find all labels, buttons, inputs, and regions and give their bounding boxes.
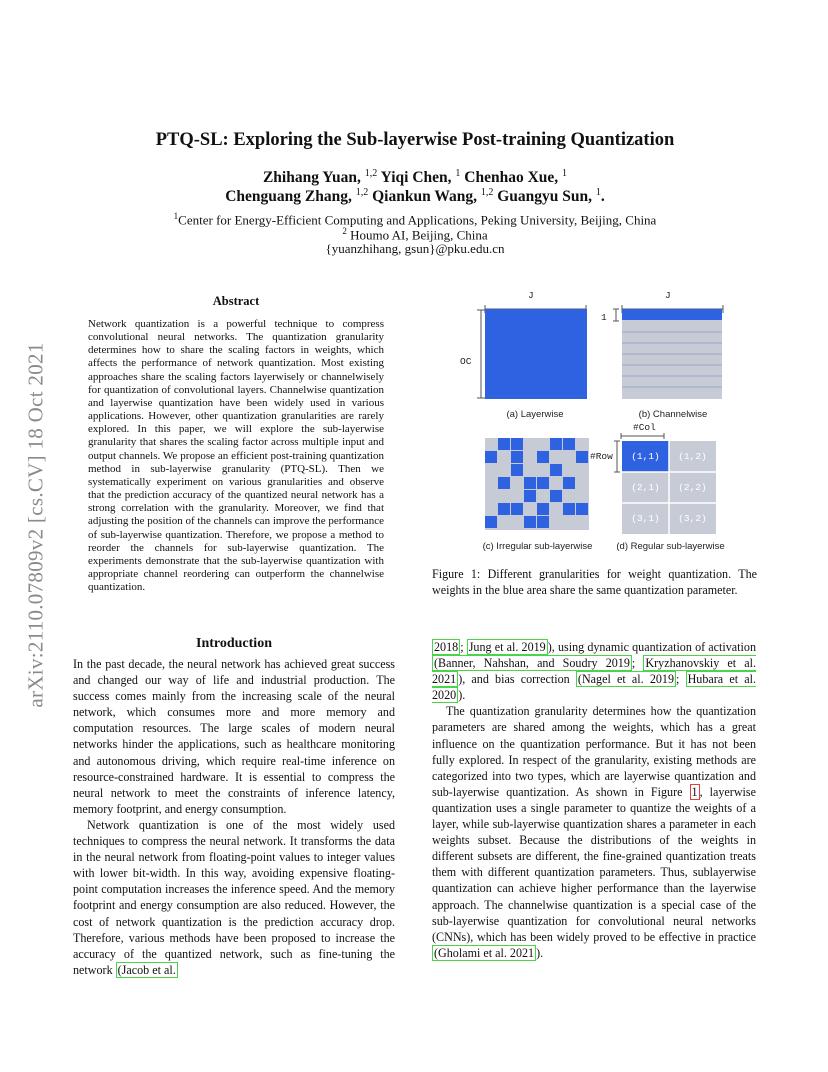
text-run: The quantization granularity determines how the quantization parameters are shared among the weights, which has a great influence on the quantization performance. But it has not been fully explored. In respect of the granularity, existing methods are categorized into two types, which are layerwise quantization and sub-layerwise quantization. As shown in Figure bbox=[432, 704, 756, 799]
right-paragraph-2 bbox=[432, 703, 756, 961]
author-line-2 bbox=[90, 187, 740, 206]
figure-1-caption: Figure 1: Different granularities for weight quantization. The weights in the blue area share the same quantization parameter. bbox=[432, 567, 757, 597]
j-label-b: J bbox=[665, 290, 671, 301]
group-cell: (1,2) bbox=[678, 451, 707, 462]
author-name: Zhihang Yuan, bbox=[262, 169, 361, 187]
irregular-blue-cell bbox=[537, 477, 549, 489]
author-affil-sup: 1,2 bbox=[364, 168, 378, 179]
group-cell: (3,1) bbox=[631, 513, 660, 524]
author-affil-sup: 1 bbox=[595, 187, 601, 198]
caption-a: (a) Layerwise bbox=[506, 409, 564, 420]
layerwise-weight-block bbox=[485, 309, 587, 399]
irregular-blue-cell bbox=[498, 503, 510, 515]
author-name: Yiqi Chen, bbox=[380, 169, 452, 187]
irregular-blue-cell bbox=[550, 490, 562, 502]
author-affil-sup: 1 bbox=[562, 168, 568, 179]
irregular-blue-cell bbox=[524, 490, 536, 502]
irregular-blue-cell bbox=[498, 438, 510, 450]
caption-c: (c) Irregular sub-layerwise bbox=[482, 541, 593, 552]
intro-paragraph-2-text: Network quantization is one of the most widely used techniques to compress the neural network. It transforms the data in the neural network from floating-point values to integer values with lower bit-width. In this way, avoiding expensive floating-point computation increases the inference speed. And the memory footprint and energy consumption are also reduced. However, the cost of network quantization is the prediction accuracy drop. Therefore, various methods have been proposed to increase the accuracy of the quantized network, such as fine-tuning the network bbox=[73, 817, 395, 977]
citation-link[interactable]: 2018 bbox=[434, 640, 459, 654]
one-row-bracket bbox=[611, 308, 621, 322]
citation-link[interactable]: (Nagel et al. 2019 bbox=[577, 672, 675, 687]
citation-link[interactable]: Kryzhanovskiy et al. 2021 bbox=[432, 656, 756, 687]
author-affil-sup: 1,2 bbox=[480, 187, 494, 198]
group-cell: (3,2) bbox=[678, 513, 707, 524]
irregular-blue-cell bbox=[511, 438, 523, 450]
irregular-blue-cell bbox=[550, 438, 562, 450]
arxiv-stamp-text: arXiv:2110.07809v2 [cs.CV] 18 Oct 2021 bbox=[23, 342, 48, 708]
affil-text: Houmo AI, Beijing, China bbox=[346, 227, 488, 243]
irregular-blue-cell bbox=[537, 503, 549, 515]
irregular-blue-cell bbox=[563, 438, 575, 450]
caption-b: (b) Channelwise bbox=[638, 409, 708, 420]
right-paragraph-1 bbox=[432, 639, 756, 703]
affiliation-email: {yuanzhihang, gsun}@pku.edu.cn bbox=[325, 241, 505, 256]
irregular-blue-cell bbox=[537, 516, 549, 528]
right-column-body bbox=[432, 639, 756, 961]
irregular-blue-cell bbox=[498, 477, 510, 489]
arxiv-stamp bbox=[22, 290, 50, 760]
irregular-blue-cell bbox=[485, 451, 497, 463]
irregular-blue-cell bbox=[563, 477, 575, 489]
oc-label: OC bbox=[460, 356, 472, 367]
text-run: ; bbox=[676, 672, 686, 687]
regular-weight-block bbox=[622, 441, 716, 534]
figure-reference-link[interactable]: 1 bbox=[691, 784, 698, 799]
irregular-blue-cell bbox=[511, 464, 523, 476]
affil-text: Center for Energy-Efficient Computing and Applications, Peking University, Beijing, China bbox=[178, 212, 657, 228]
j-label-a: J bbox=[528, 290, 534, 301]
channelwise-weight-block bbox=[622, 309, 722, 399]
figure-1 bbox=[430, 288, 760, 558]
irregular-weight-block bbox=[485, 438, 589, 530]
citation-link[interactable]: (Jacob et al. bbox=[117, 962, 176, 977]
text-run: ). bbox=[458, 688, 466, 703]
introduction-body bbox=[73, 656, 395, 978]
citation-link[interactable]: Hubara et al. 2020 bbox=[432, 672, 757, 703]
irregular-blue-cell bbox=[576, 451, 588, 463]
row-label: #Row bbox=[590, 451, 613, 462]
intro-paragraph-2 bbox=[73, 817, 395, 978]
author-name: Qiankun Wang, bbox=[372, 188, 477, 206]
citation-link[interactable]: Jung et al. 2019 bbox=[468, 640, 546, 654]
row-dimension-arrow bbox=[613, 440, 621, 473]
text-run: , layerwise quantization uses a single parameter to quantize the weights of a layer, while sub-layerwise quantization shares a parameter in each weights subset. Because the distributions of the weights in different subsets are different, the fine-grained quantization treats them with different quantization parameters. Thus, sublayerwise quantization can achieve higher performance than the layerwise approach. The channelwise quantization is a special case of the sub-layerwise quantization for convolutional neural networks (CNNs), which has been widely proved to be effective in practice bbox=[432, 784, 756, 944]
paper-title: PTQ-SL: Exploring the Sub-layerwise Post-training Quantization bbox=[155, 130, 675, 150]
irregular-blue-cell bbox=[550, 464, 562, 476]
irregular-blue-cell bbox=[511, 503, 523, 515]
intro-paragraph-1: In the past decade, the neural network has achieved great success and changed our way of life and industrial production. The success comes mainly from the increasing scale of the neural network, which consumes more and more memory and computation resources. The large scales of modern neural networks hinder the applications, such as healthcare monitoring and autonomous driving, which require real-time inference on resource-constrained hardware. It is essential to compress the neural network to meet the constraints of inference latency, memory footprint, and energy consumption. bbox=[73, 657, 395, 816]
author-name: Guangyu Sun, bbox=[497, 188, 592, 206]
irregular-blue-cell bbox=[511, 451, 523, 463]
author-line-1 bbox=[90, 168, 740, 187]
text-run: ; bbox=[460, 640, 467, 654]
group-cell: (2,1) bbox=[631, 482, 660, 493]
caption-d: (d) Regular sub-layerwise bbox=[616, 541, 725, 552]
affil-sup: 2 bbox=[342, 226, 347, 236]
author-affil-sup: 1,2 bbox=[355, 187, 369, 198]
irregular-blue-cell bbox=[524, 477, 536, 489]
author-name: Chenhao Xue, bbox=[464, 169, 559, 187]
affil-sup: 1 bbox=[173, 211, 179, 221]
text-run: ; bbox=[631, 656, 644, 671]
citation-link[interactable]: (Gholami et al. 2021 bbox=[434, 945, 535, 960]
col-dimension-arrow bbox=[620, 432, 665, 440]
text-run: ), and bias correction bbox=[458, 672, 576, 687]
introduction-heading: Introduction bbox=[196, 636, 272, 651]
author-line-end: . bbox=[600, 188, 605, 206]
author-name: Chenguang Zhang, bbox=[225, 188, 352, 206]
citation-link[interactable]: (Banner, Nahshan, and Soudry 2019 bbox=[434, 656, 630, 671]
irregular-blue-cell bbox=[524, 516, 536, 528]
text-run: ), using dynamic quantization of activation bbox=[547, 640, 756, 654]
irregular-blue-cell bbox=[576, 503, 588, 515]
group-cell-highlighted: (1,1) bbox=[622, 441, 669, 472]
one-label: 1 bbox=[601, 312, 607, 323]
abstract-text: Network quantization is a powerful technique to compress convolutional neural networks. The quantization granularity determines how to share the scaling factors in weights, which affects the performance of network quantization. Most existing approaches share the scaling factors layerwisely or channelwisely for quantization of convolutional layers. Channelwise quantization and layerwise quantization have been widely used in various applications. However, other quantization granularities are rarely explored. In this paper, we will explore the sub-layerwise granularity that shares the scaling factor across multiple input and output channels. We propose an efficient post-training quantization method in sub-layerwise granularity (PTQ-SL). Then we systematically experiment on various granularities and observe that the prediction accuracy of the quantized neural network has a strong correlation with the granularity. Moreover, we find that adjusting the position of the channels can improve the performance of sub-layerwise quantization. Therefore, we propose a method to reorder the channels for sub-layerwise quantization. The experiments demonstrate that the sub-layerwise quantization with appropriate channel reordering can outperform the channelwise quantization. bbox=[88, 318, 384, 594]
text-run: ). bbox=[536, 945, 544, 960]
channel-dividers bbox=[622, 309, 722, 399]
irregular-blue-cell bbox=[563, 503, 575, 515]
col-label: #Col bbox=[633, 422, 656, 433]
irregular-blue-cell bbox=[537, 451, 549, 463]
group-dividers bbox=[622, 441, 716, 534]
irregular-blue-cell bbox=[485, 516, 497, 528]
author-affil-sup: 1 bbox=[455, 168, 461, 179]
abstract-heading: Abstract bbox=[212, 294, 260, 308]
group-cell: (2,2) bbox=[678, 482, 707, 493]
